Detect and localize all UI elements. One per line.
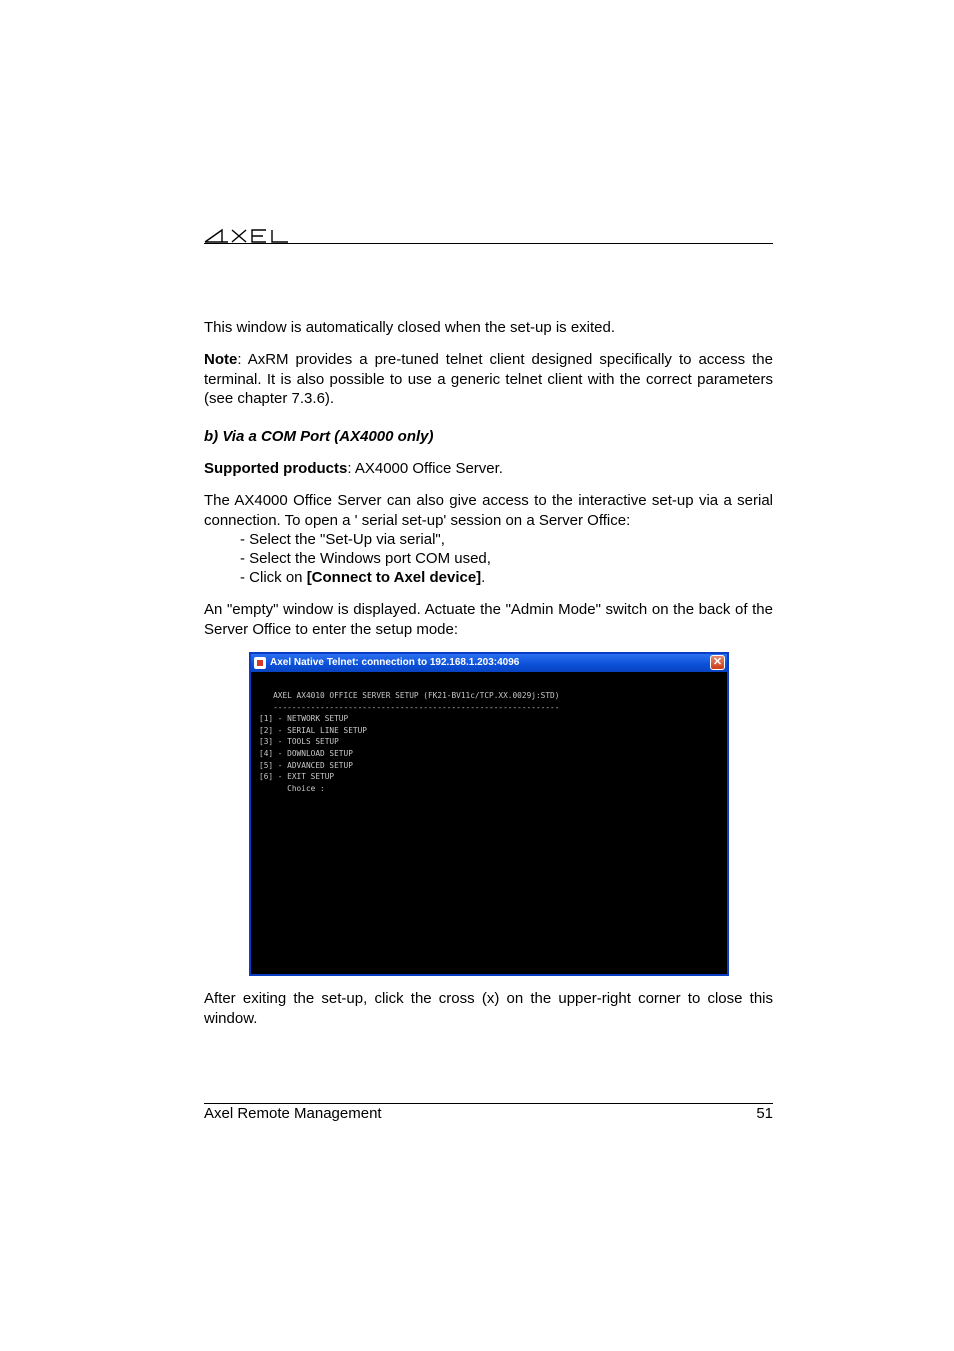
list-item	[240, 568, 491, 587]
console-menu-item: [4] - DOWNLOAD SETUP	[259, 748, 353, 758]
page-number: 51	[756, 1105, 773, 1122]
section-subheading: b) Via a COM Port (AX4000 only)	[204, 428, 434, 445]
console-menu-item: [5] - ADVANCED SETUP	[259, 760, 353, 770]
supported-products	[204, 459, 773, 479]
console-menu-item: [3] - TOOLS SETUP	[259, 737, 339, 747]
telnet-app-icon	[254, 657, 266, 669]
title-bar[interactable]	[251, 654, 727, 672]
closing-paragraph: After exiting the set-up, click the cross (x) on the upper-right corner to close this window.	[204, 990, 773, 1027]
header-rule	[204, 243, 773, 244]
note-text: : AxRM provides a pre-tuned telnet client designed specifically to access the terminal. It is also possible to use a generic telnet client with the correct parameters (see chapter 7.3.6).	[204, 351, 773, 407]
window-title: Axel Native Telnet: connection to 192.168.1.203:4096	[270, 657, 520, 668]
console-menu-item: [1] - NETWORK SETUP	[259, 714, 349, 724]
supported-label: Supported products	[204, 460, 348, 477]
console-prompt: Choice :	[259, 783, 325, 793]
telnet-window	[249, 652, 729, 976]
close-button[interactable]: ✕	[710, 655, 725, 670]
footer-title: Axel Remote Management	[204, 1105, 382, 1122]
note-paragraph	[204, 350, 773, 409]
serial-paragraph: The AX4000 Office Server can also give access to the interactive set-up via a serial connection. To open a ' serial set-up' session on a Server Office:	[204, 492, 773, 529]
supported-text: : AX4000 Office Server.	[347, 460, 503, 477]
click-suffix: .	[481, 569, 486, 586]
steps-list	[240, 530, 491, 587]
connect-button-label: [Connect to Axel device]	[306, 569, 482, 586]
empty-window-paragraph: An "empty" window is displayed. Actuate the "Admin Mode" switch on the back of the Server Office to enter the setup mode:	[204, 601, 773, 638]
console-output[interactable]	[259, 690, 559, 794]
console-line: AXEL AX4010 OFFICE SERVER SETUP (FK21-BV11c/TCP.XX.0029j:STD)	[259, 691, 560, 700]
console-menu-item: [2] - SERIAL LINE SETUP	[259, 725, 367, 735]
list-item: - Select the Windows port COM used,	[240, 550, 491, 567]
note-label: Note	[204, 351, 238, 368]
intro-paragraph: This window is automatically closed when the set-up is exited.	[204, 319, 616, 336]
list-item: - Select the "Set-Up via serial",	[240, 531, 445, 548]
click-prefix: - Click on	[240, 569, 307, 586]
footer-rule	[204, 1103, 773, 1104]
console-line: -------------------------------------------------------------	[259, 702, 560, 712]
console-menu-item: [6] - EXIT SETUP	[259, 772, 335, 782]
